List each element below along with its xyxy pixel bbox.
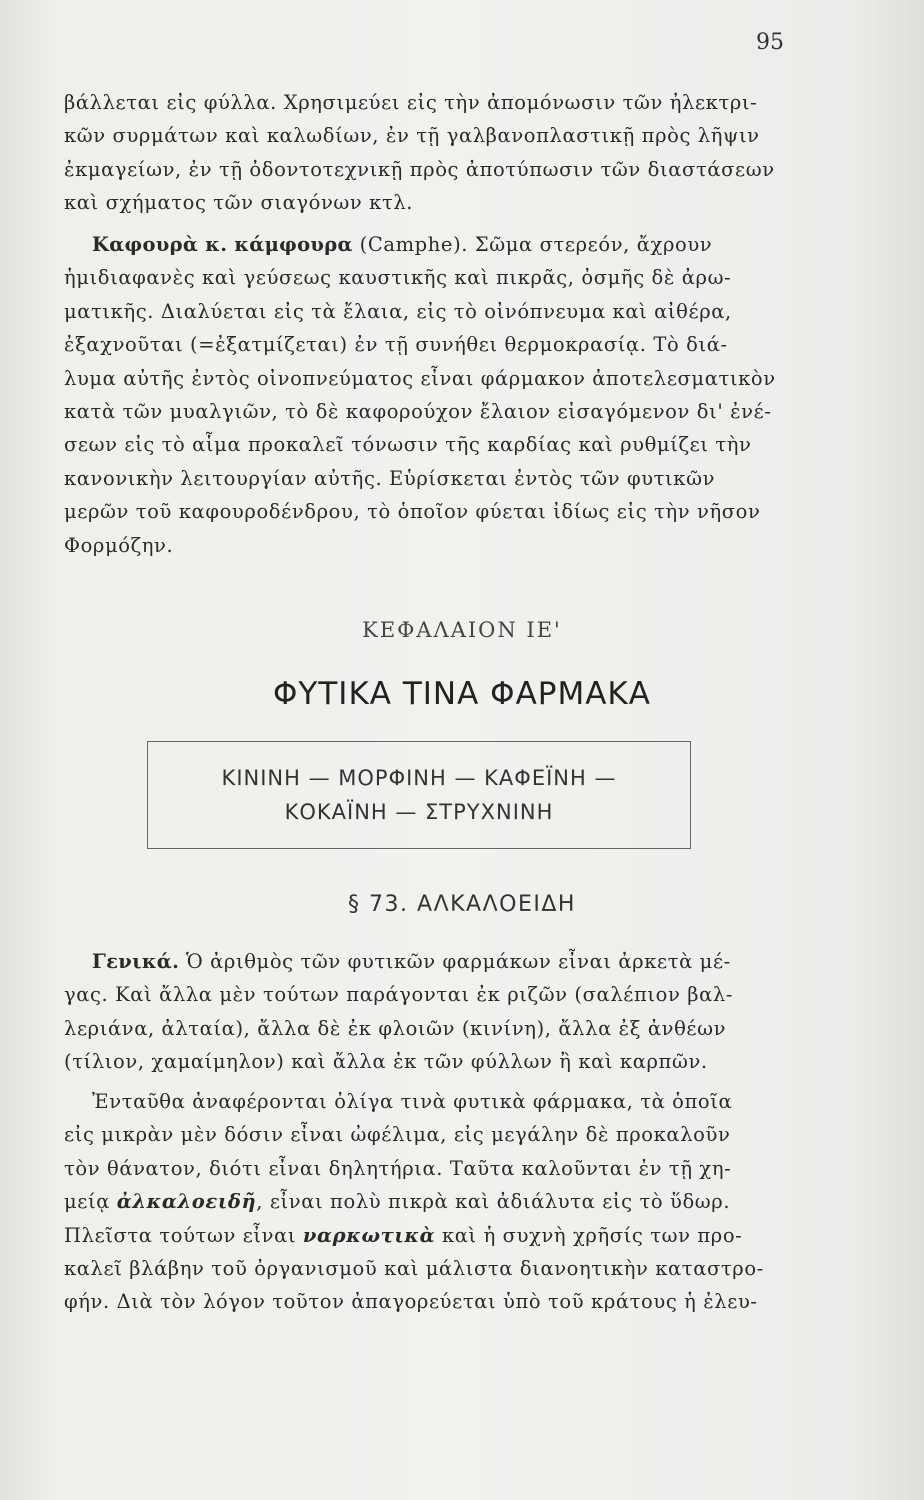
- general-lead: Γενικά.: [92, 950, 180, 973]
- chapter-title: ΦΥΤΙΚΑ ΤΙΝΑ ΦΑΡΜΑΚΑ: [273, 676, 651, 712]
- text-fragment: μείᾳ: [64, 1190, 117, 1214]
- text-line: λεριάνα, ἀλταία), ἄλλα δὲ ἐκ φλοιῶν (κινίνη), ἄλλα ἐξ ἀνθέων: [64, 1016, 727, 1040]
- term-alkaloids: ἀλκαλοειδῆ: [116, 1190, 257, 1214]
- text-line: Ἐνταῦθα ἀναφέρονται ὀλίγα τινὰ φυτικὰ φάρμακα, τὰ ὁποῖα: [92, 1090, 733, 1113]
- text-line: καὶ σχήματος τῶν σιαγόνων κτλ.: [64, 191, 414, 215]
- text-fragment: καὶ ἡ συχνὴ χρῆσίς των προ-: [435, 1223, 743, 1247]
- text-line: βάλλεται εἰς φύλλα. Χρησιμεύει εἰς τὴν ἀπομόνωσιν τῶν ἠλεκτρι-: [64, 91, 758, 114]
- text-line: γας. Καὶ ἄλλα μὲν τούτων παράγονται ἐκ ριζῶν (σαλέπιον βαλ-: [64, 983, 734, 1007]
- text-fragment: Πλεῖστα τούτων εἶναι: [64, 1223, 303, 1247]
- text-line: [64, 1185, 824, 1218]
- text-fragment: (Camphe). Σῶμα στερεόν, ἄχρουν: [352, 233, 713, 256]
- text-line: λυμα αὐτῆς ἐντὸς οἰνοπνεύματος εἶναι φάρμακον ἀποτελεσματικὸν: [64, 366, 776, 390]
- text-fragment: Ὁ ἀριθμὸς τῶν φυτικῶν φαρμάκων εἶναι ἀρκετὰ μέ-: [179, 950, 731, 973]
- chapter-label: ΚΕΦΑΛΑΙΟΝ ΙΕ': [362, 618, 562, 642]
- camphor-lead: Καφουρὰ κ. κάμφουρα: [92, 233, 353, 256]
- chapter-contents-box: [147, 741, 691, 849]
- box-line: ΚΟΚΑΪΝΗ — ΣΤΡΥΧΝΙΝΗ: [284, 800, 554, 824]
- text-line: τὸν θάνατον, διότι εἶναι δηλητήρια. Ταῦτα καλοῦνται ἐν τῇ χη-: [64, 1156, 732, 1180]
- text-line: κῶν συρμάτων καὶ καλωδίων, ἐν τῇ γαλβανοπλαστικῇ πρὸς λῆψιν: [64, 124, 760, 148]
- page-number: 95: [756, 30, 784, 55]
- term-narcotics: ναρκωτικὰ: [302, 1223, 436, 1247]
- text-line: καλεῖ βλάβην τοῦ ὀργανισμοῦ καὶ μάλιστα διανοητικὴν καταστρο-: [64, 1257, 764, 1281]
- text-line: κατὰ τῶν μυαλγιῶν, τὸ δὲ καφορούχον ἔλαιον εἰσαγόμενον δι' ἐνέ-: [64, 400, 772, 424]
- text-line: (τίλιον, χαμαίμηλον) καὶ ἄλλα ἐκ τῶν φύλλων ἢ καὶ καρπῶν.: [64, 1050, 708, 1074]
- text-line: φήν. Διὰ τὸν λόγον τοῦτον ἀπαγορεύεται ὑπὸ τοῦ κράτους ἡ ἐλευ-: [64, 1290, 758, 1314]
- paragraph-general: [64, 945, 824, 1079]
- section-heading: § 73. ΑΛΚΑΛΟΕΙΔΗ: [348, 892, 576, 917]
- text-fragment: , εἶναι πολὺ πικρὰ καὶ ἀδιάλυτα εἰς τὸ ὕδωρ.: [256, 1190, 731, 1214]
- text-line: [64, 1219, 824, 1252]
- paragraph-alkaloids: [64, 1085, 824, 1319]
- text-line: ἐκμαγείων, ἐν τῇ ὀδοντοτεχνικῇ πρὸς ἀποτύπωσιν τῶν διαστάσεων: [64, 157, 775, 181]
- paragraph-camphor: [64, 228, 824, 562]
- text-line: μερῶν τοῦ καφουροδένδρου, τὸ ὁποῖον φύεται ἰδίως εἰς τὴν νῆσον: [64, 500, 761, 524]
- text-line: [64, 945, 824, 978]
- text-line: κανονικὴν λειτουργίαν αὐτῆς. Εὑρίσκεται ἐντὸς τῶν φυτικῶν: [64, 466, 716, 490]
- text-line: ἡμιδιαφανὲς καὶ γεύσεως καυστικῆς καὶ πικρᾶς, ὀσμῆς δὲ ἀρω-: [64, 266, 732, 290]
- text-line: ματικῆς. Διαλύεται εἰς τὰ ἔλαια, εἰς τὸ οἰνόπνευμα καὶ αἰθέρα,: [64, 299, 732, 323]
- text-line: Φορμόζην.: [64, 533, 174, 557]
- text-line: [64, 228, 824, 261]
- paragraph-gutta-percha: [64, 86, 824, 220]
- text-line: σεων εἰς τὸ αἷμα προκαλεῖ τόνωσιν τῆς καρδίας καὶ ρυθμίζει τὴν: [64, 433, 752, 457]
- box-line: ΚΙΝΙΝΗ — ΜΟΡΦΙΝΗ — ΚΑΦΕΪΝΗ —: [221, 766, 617, 790]
- text-line: εἰς μικρὰν μὲν δόσιν εἶναι ὠφέλιμα, εἰς μεγάλην δὲ προκαλοῦν: [64, 1123, 731, 1147]
- text-line: ἐξαχνοῦται (=ἐξατμίζεται) ἐν τῇ συνήθει θερμοκρασίᾳ. Τὸ διά-: [64, 333, 728, 357]
